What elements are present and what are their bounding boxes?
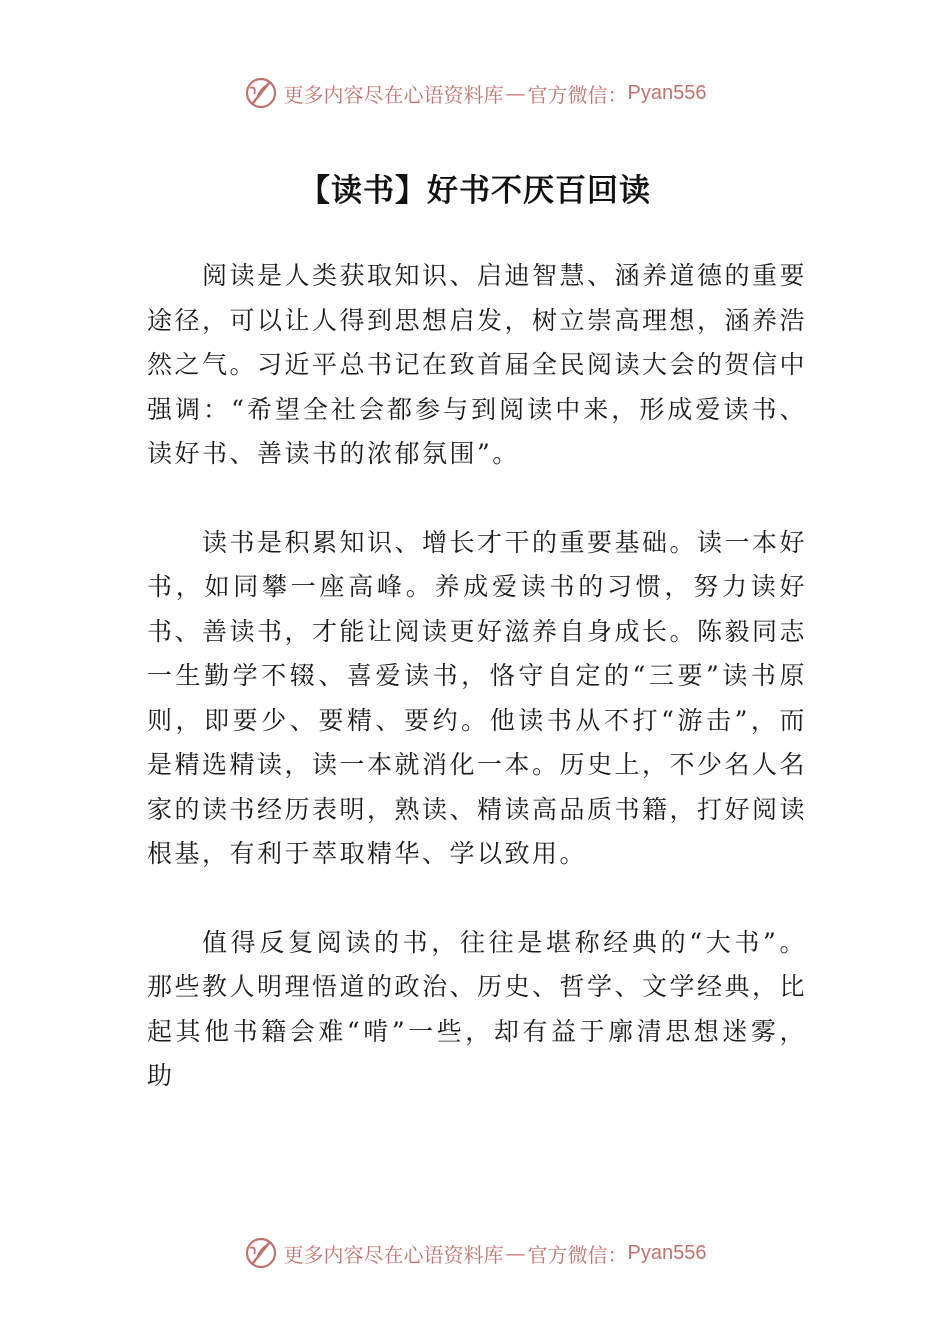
banner-separator: —	[505, 81, 526, 105]
banner-separator: —	[505, 1241, 526, 1265]
quill-logo-icon	[244, 76, 278, 110]
quill-logo-icon	[244, 1236, 278, 1270]
banner-wechat-id: Pyan556	[627, 81, 707, 104]
banner-wechat-id: Pyan556	[627, 1241, 707, 1264]
header-banner	[0, 73, 950, 113]
banner-text: 更多内容尽在心语资料库	[283, 82, 504, 107]
document-body	[147, 254, 807, 1143]
banner-wechat-label: 官方微信：	[527, 1242, 628, 1267]
paragraph-1: 阅读是人类获取知识、启迪智慧、涵养道德的重要途径，可以让人得到思想启发，树立崇高理想，涵养浩然之气。习近平总书记在致首届全民阅读大会的贺信中强调：“希望全社会都参与到阅读中来，形成爱读书、读好书、善读书的浓郁氛围”。	[147, 261, 808, 468]
paragraph-2: 读书是积累知识、增长才干的重要基础。读一本好书，如同攀一座高峰。养成爱读书的习惯，努力读好书、善读书，才能让阅读更好滋养自身成长。陈毅同志一生勤学不辍、喜爱读书，恪守自定的“三要”读书原则，即要少、要精、要约。他读书从不打“游击”，而是精选精读，读一本就消化一本。历史上，不少名人名家的读书经历表明，熟读、精读高品质书籍，打好阅读根基，有利于萃取精华、学以致用。	[147, 527, 808, 868]
banner-wechat-label: 官方微信：	[527, 82, 628, 107]
document-title: 【读书】好书不厌百回读	[299, 173, 651, 209]
paragraph-3: 值得反复阅读的书，往往是堪称经典的“大书”。那些教人明理悟道的政治、历史、哲学、文学经典，比起其他书籍会难“啃”一些，却有益于廓清思想迷雾，助	[147, 927, 808, 1090]
footer-banner	[0, 1233, 950, 1273]
banner-text: 更多内容尽在心语资料库	[283, 1242, 504, 1267]
